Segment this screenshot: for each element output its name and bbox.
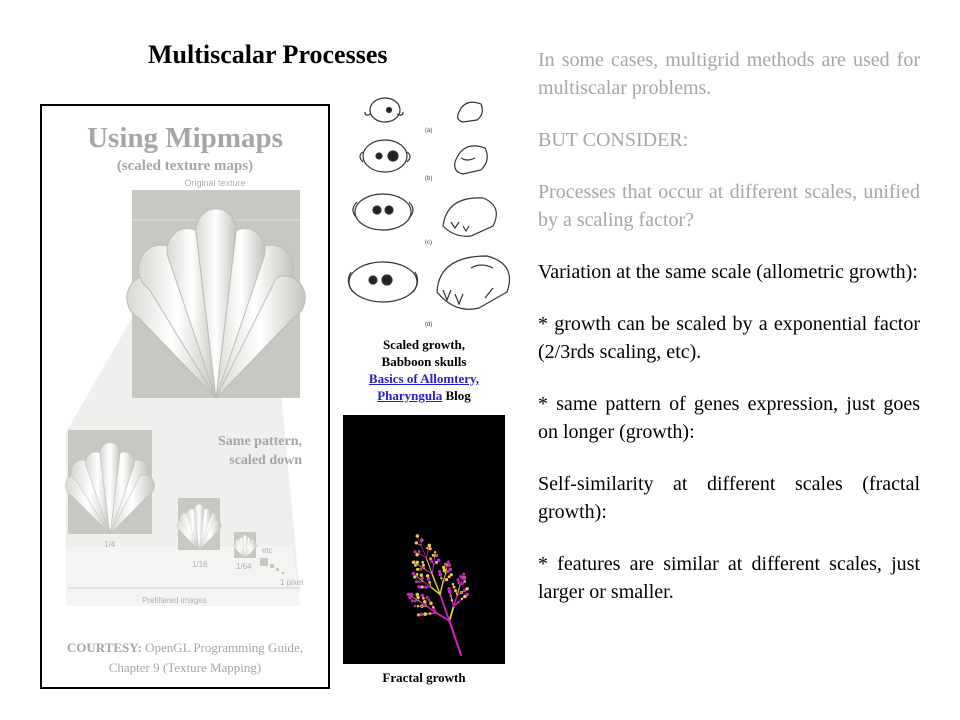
skull-caption	[343, 336, 505, 404]
original-texture-label: Original texture	[184, 178, 246, 188]
mip-label-etc: etc	[262, 546, 273, 555]
para-processes: Processes that occur at different scales, unified by a scaling factor?	[538, 181, 920, 231]
para-variation: Variation at the same scale (allometric growth):	[538, 261, 918, 283]
prefiltered-label: Prefiltered images	[142, 596, 207, 605]
pharyngula-link[interactable]: Pharyngula	[377, 388, 443, 403]
para-genes: * same pattern of genes expression, just goes on longer (growth):	[538, 393, 920, 443]
scaled-down-note	[192, 432, 302, 470]
skull-label-c: (c)	[425, 240, 432, 246]
skull-row-b	[360, 140, 487, 174]
para-but-consider: BUT CONSIDER:	[538, 129, 689, 151]
skull-caption-line1: Scaled growth,	[382, 337, 466, 352]
scaled-note-line2: scaled down	[229, 453, 302, 468]
blog-label: Blog	[445, 388, 471, 403]
panel-subtitle: (scaled texture maps)	[116, 158, 254, 174]
skull-row-c	[353, 194, 496, 236]
skull-label-b: (b)	[425, 176, 433, 182]
para-features: * features are similar at different scales, just larger or smaller.	[538, 553, 920, 603]
para-multigrid: In some cases, multigrid methods are used for multiscalar problems.	[538, 49, 920, 99]
courtesy-label: COURTESY:	[66, 640, 142, 655]
fractal-image	[343, 415, 505, 664]
courtesy-note	[52, 638, 318, 678]
mip-label-sixtyfourth: 1/64	[236, 562, 252, 571]
skull-label-a: (a)	[425, 128, 433, 134]
para-self-similarity: Self-similarity at different scales (fractal growth):	[538, 473, 920, 523]
mip-label-one-pixel: 1 pixel	[280, 578, 304, 587]
fractal-fern	[343, 415, 505, 664]
mip-label-sixteenth: 1/16	[192, 560, 208, 569]
skull-caption-line2: Babboon skulls	[381, 354, 467, 369]
mip-label-quarter: 1/4	[104, 540, 116, 549]
scaled-note-line1: Same pattern,	[218, 434, 302, 449]
allometry-link[interactable]: Basics of Allomtery,	[368, 371, 480, 386]
para-growth-scaled: * growth can be scaled by a exponential factor (2/3rds scaling, etc).	[538, 313, 920, 363]
skull-row-a	[365, 98, 482, 122]
skull-row-d	[348, 256, 509, 309]
mipmap-panel	[40, 104, 330, 689]
panel-title: Using Mipmaps	[87, 122, 283, 154]
skull-label-d: (d)	[425, 322, 433, 328]
baboon-skulls-figure	[343, 92, 518, 332]
courtesy-text: OpenGL Programming Guide, Chapter 9 (Texture Mapping)	[108, 640, 304, 675]
slide-title: Multiscalar Processes	[148, 40, 388, 69]
fractal-caption: Fractal growth	[382, 670, 466, 685]
body-text	[538, 46, 920, 630]
